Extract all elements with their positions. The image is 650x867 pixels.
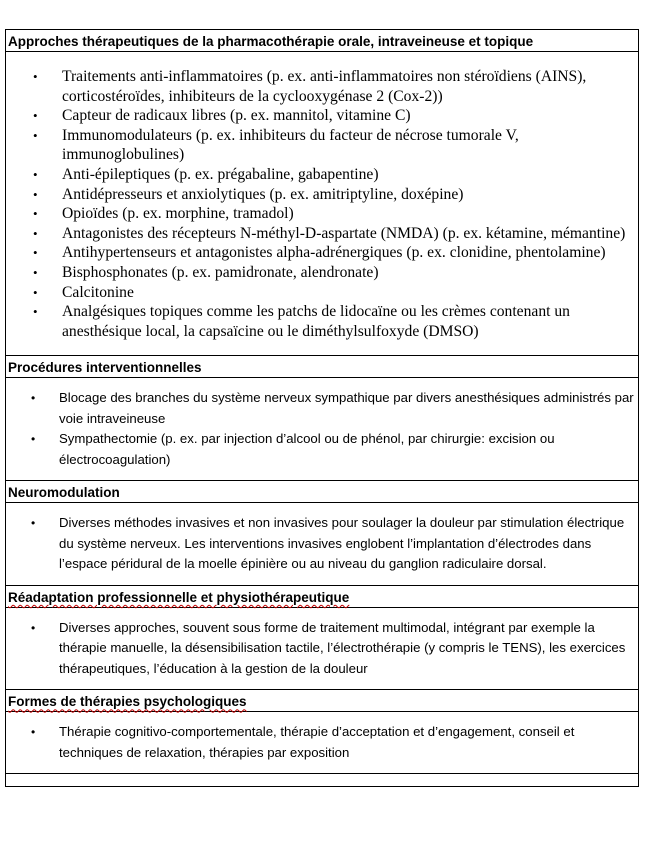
list-item: • Opioïdes (p. ex. morphine, tramadol): [33, 205, 294, 223]
section-body-row: [6, 503, 639, 586]
bullet-list: [6, 712, 638, 773]
document-page: [5, 29, 639, 787]
bullet-icon: •: [31, 516, 36, 531]
section-header-row: [6, 481, 639, 503]
bullet-icon: •: [31, 725, 36, 740]
bullet-icon: •: [33, 245, 38, 261]
list-item: • Calcitonine: [33, 283, 134, 301]
list-item: • Bisphosphonates (p. ex. pamidronate, alendronate): [33, 263, 379, 281]
list-item: • Antihypertenseurs et antagonistes alpha-adrénergiques (p. ex. clonidine, phentolamine): [33, 244, 606, 262]
bullet-list: [6, 52, 638, 355]
bullet-icon: •: [33, 284, 38, 300]
bullet-list: [6, 608, 638, 690]
bullet-list: [6, 503, 638, 585]
bullet-icon: •: [33, 127, 38, 143]
section-header-row: [6, 356, 639, 378]
section-header-row: [6, 585, 639, 607]
therapy-table: [5, 29, 639, 787]
bullet-icon: •: [33, 206, 38, 222]
bullet-icon: •: [31, 432, 36, 447]
bullet-icon: •: [31, 620, 36, 635]
list-item: • Capteur de radicaux libres (p. ex. mannitol, vitamine C): [33, 107, 411, 125]
bullet-icon: •: [33, 186, 38, 202]
list-item: • Antidépresseurs et anxiolytiques (p. ex. amitriptyline, doxépine): [33, 185, 464, 203]
bullet-icon: •: [33, 108, 38, 124]
section-body-row: [6, 712, 639, 774]
list-item: • Antagonistes des récepteurs N-méthyl-D-aspartate (NMDA) (p. ex. kétamine, mémantine): [33, 224, 626, 242]
section-heading: Neuromodulation: [8, 485, 120, 501]
empty-row: [6, 774, 639, 787]
list-item: • Thérapie cognitivo-comportementale, thérapie d’acceptation et d’engagement, conseil et techniques de relaxation, thérapies par exposition: [31, 724, 575, 760]
section-heading: Réadaptation professionnelle et physiothérapeutique: [8, 589, 350, 605]
section-body-row: [6, 52, 639, 356]
bullet-icon: •: [33, 304, 38, 320]
list-item: • Traitements anti-inflammatoires (p. ex. anti-inflammatoires non stéroïdiens (AINS), corticostéroïdes, inhibiteurs de la cyclooxygénase 2 (Cox-2)): [33, 68, 587, 105]
bullet-list: [6, 378, 638, 480]
list-item: • Immunomodulateurs (p. ex. inhibiteurs du facteur de nécrose tumorale V, immunoglobulines): [33, 126, 519, 164]
section-heading: Formes de thérapies psychologiques: [8, 694, 247, 710]
bullet-icon: •: [33, 166, 38, 182]
list-item: • Blocage des branches du système nerveux sympathique par divers anesthésiques administrés par voie intraveineuse: [31, 390, 634, 426]
bullet-icon: •: [31, 391, 36, 406]
list-item: • Anti-épileptiques (p. ex. prégabaline, gabapentine): [33, 165, 379, 183]
list-item: • Diverses méthodes invasives et non invasives pour soulager la douleur par stimulation électrique du système nerveux. Les interventions invasives englobent l’implantation d’électrodes dans l’espace péridural de la moelle épinière ou au niveau du ganglion radiculaire dorsal.: [31, 515, 625, 572]
list-item: • Diverses approches, souvent sous forme de traitement multimodal, intégrant par exemple la thérapie manuelle, la désensibilisation tactile, l’électrothérapie (y compris le TENS), les exercices thérapeutiques, l’éducation à la gestion de la douleur: [31, 619, 626, 676]
section-header-row: [6, 30, 639, 52]
section-header-row: [6, 690, 639, 712]
section-body-row: [6, 378, 639, 481]
section-heading: Procédures interventionnelles: [8, 360, 202, 376]
bullet-icon: •: [33, 264, 38, 280]
list-item: • Sympathectomie (p. ex. par injection d’alcool ou de phénol, par chirurgie: excision ou électrocoagulation): [31, 431, 555, 467]
section-body-row: [6, 607, 639, 690]
list-item: • Analgésiques topiques comme les patchs de lidocaïne ou les crèmes contenant un anesthésique local, la capsaïcine ou le diméthylsulfoxyde (DMSO): [33, 303, 570, 340]
bullet-icon: •: [33, 69, 38, 84]
section-heading: Approches thérapeutiques de la pharmacothérapie orale, intraveineuse et topique: [8, 34, 534, 49]
bullet-icon: •: [33, 225, 38, 241]
